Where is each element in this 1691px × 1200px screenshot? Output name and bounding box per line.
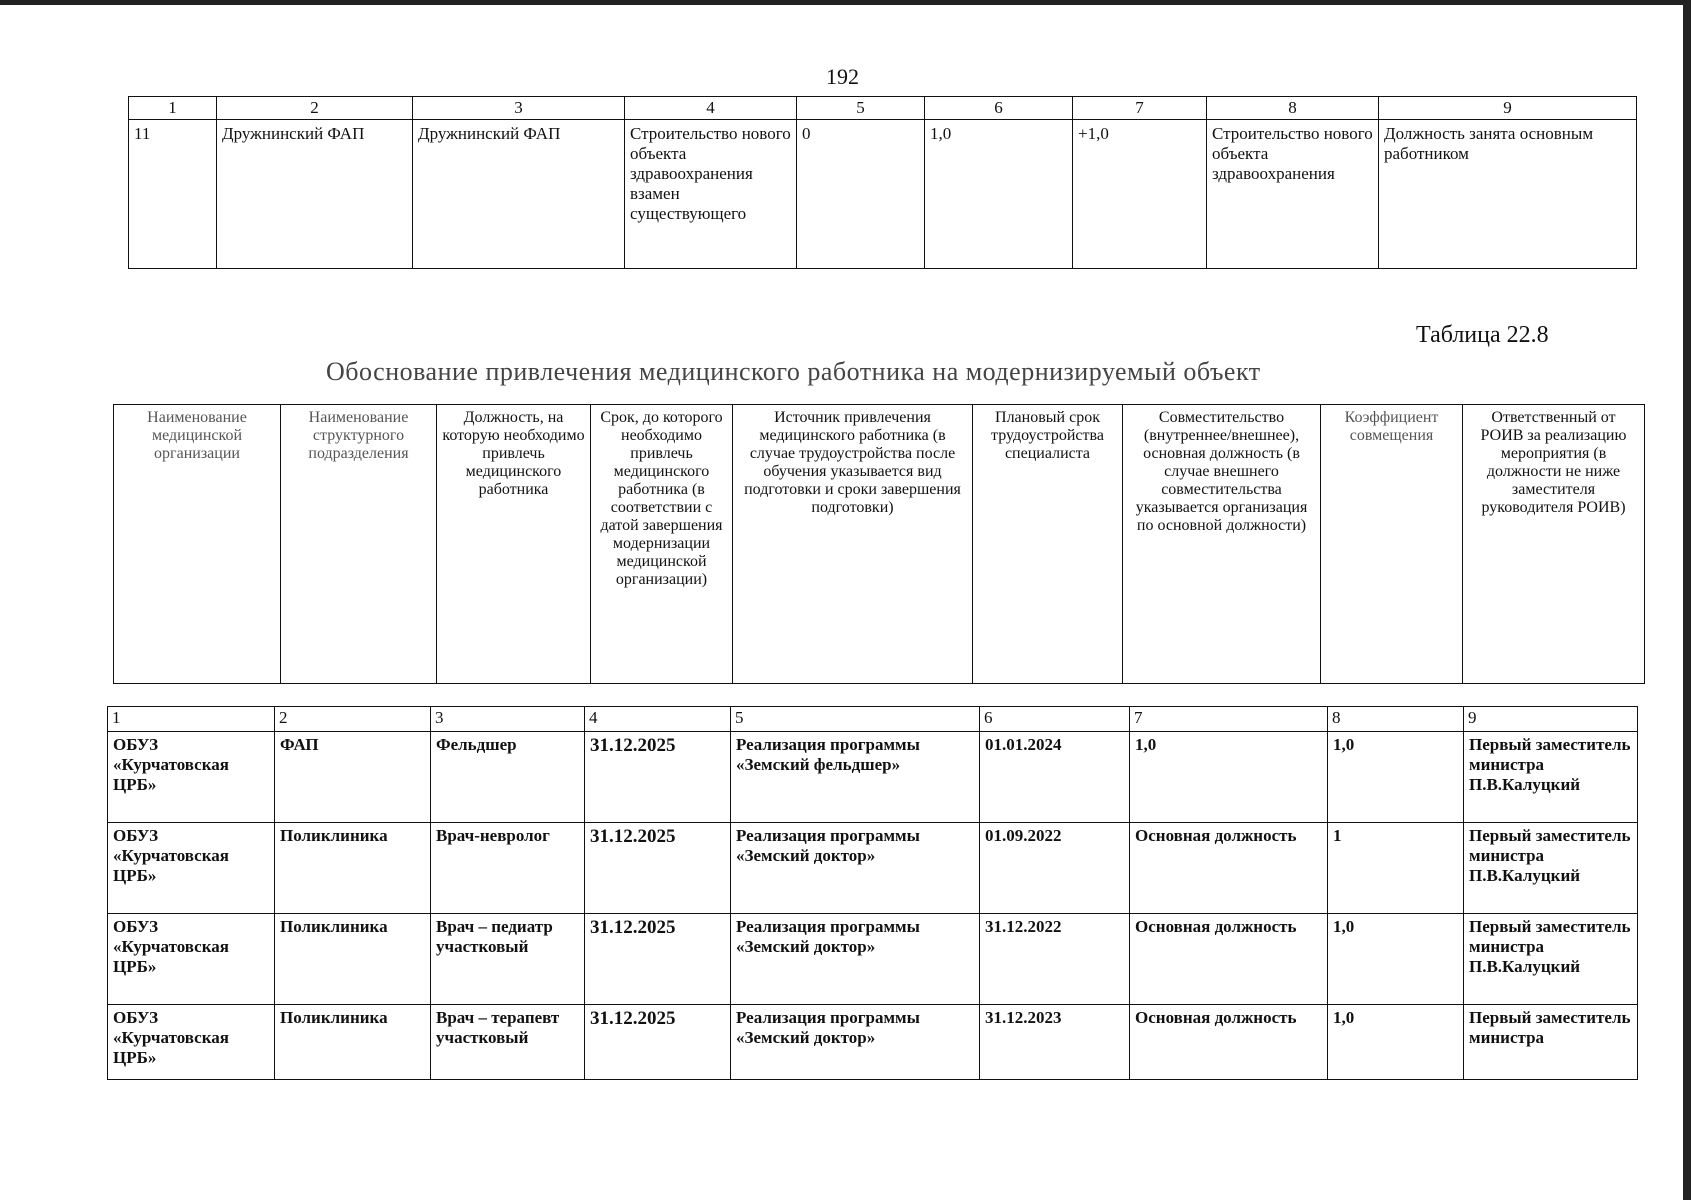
table-row: [108, 732, 1638, 823]
table-cell: 1,0: [1328, 914, 1464, 1005]
column-header: Должность, на которую необходимо привлечь медицинского работника: [437, 405, 591, 684]
column-number: 3: [413, 97, 625, 120]
table-cell: 1,0: [1328, 1005, 1464, 1080]
column-number: 8: [1207, 97, 1379, 120]
column-number: 7: [1130, 707, 1328, 732]
table-caption: Таблица 22.8: [1416, 322, 1549, 348]
table-cell: Строительство нового объекта здравоохранения взамен существующего: [625, 120, 797, 269]
table-row: [108, 1005, 1638, 1080]
table-cell: ФАП: [275, 732, 431, 823]
table-cell: 1,0: [1328, 732, 1464, 823]
table-cell: Врач-невролог: [431, 823, 585, 914]
column-header: Совместительство (внутреннее/внешнее), основная должность (в случае внешнего совместительства указывается организация по основной должности): [1123, 405, 1321, 684]
table-cell: Врач – педиатр участковый: [431, 914, 585, 1005]
table-cell: Дружнинский ФАП: [413, 120, 625, 269]
column-number: 3: [431, 707, 585, 732]
table-cell: 31.12.2025: [585, 1005, 731, 1080]
table-cell: Дружнинский ФАП: [217, 120, 413, 269]
column-header: Наименование медицинской организации: [114, 405, 281, 684]
continued-table: [128, 96, 1637, 269]
column-number: 2: [217, 97, 413, 120]
table-cell: Первый заместитель министра: [1464, 1005, 1638, 1080]
page-number: 192: [826, 64, 859, 89]
table-cell: +1,0: [1073, 120, 1207, 269]
column-number-row: [129, 97, 1637, 120]
table-cell: ОБУЗ «Курчатовская ЦРБ»: [108, 732, 275, 823]
table-cell: Реализация программы «Земский фельдшер»: [731, 732, 980, 823]
table-cell: 1,0: [1130, 732, 1328, 823]
table-cell: 01.01.2024: [980, 732, 1130, 823]
table-cell: Основная должность: [1130, 914, 1328, 1005]
column-number: 4: [585, 707, 731, 732]
table-cell: 1: [1328, 823, 1464, 914]
column-number: 5: [731, 707, 980, 732]
table-cell: ОБУЗ «Курчатовская ЦРБ»: [108, 914, 275, 1005]
column-number: 6: [925, 97, 1073, 120]
header-table: [113, 404, 1645, 684]
table-cell: 1,0: [925, 120, 1073, 269]
table-cell: 31.12.2022: [980, 914, 1130, 1005]
table-cell: 31.12.2025: [585, 823, 731, 914]
column-number: 6: [980, 707, 1130, 732]
table-cell: Строительство нового объекта здравоохранения: [1207, 120, 1379, 269]
column-number-row: [108, 707, 1638, 732]
table-cell: 31.12.2025: [585, 914, 731, 1005]
table-cell: Поликлиника: [275, 914, 431, 1005]
table-cell: 31.12.2023: [980, 1005, 1130, 1080]
column-number: 1: [129, 97, 217, 120]
column-header: Ответственный от РОИВ за реализацию мероприятия (в должности не ниже заместителя руководителя РОИВ): [1463, 405, 1645, 684]
table-row: [108, 914, 1638, 1005]
table-cell: Поликлиника: [275, 823, 431, 914]
column-number: 9: [1379, 97, 1637, 120]
scan-right-edge: [1683, 0, 1691, 1200]
column-number: 9: [1464, 707, 1638, 732]
column-header: Плановый срок трудоустройства специалиста: [973, 405, 1123, 684]
table-cell: Основная должность: [1130, 1005, 1328, 1080]
table-cell: Фельдшер: [431, 732, 585, 823]
column-number: 2: [275, 707, 431, 732]
table-cell: ОБУЗ «Курчатовская ЦРБ»: [108, 823, 275, 914]
column-header: Коэффициент совмещения: [1321, 405, 1463, 684]
table-cell: 31.12.2025: [585, 732, 731, 823]
table-cell: Реализация программы «Земский доктор»: [731, 914, 980, 1005]
table-row: [108, 823, 1638, 914]
table-cell: Первый заместитель министра П.В.Калуцкий: [1464, 823, 1638, 914]
table-cell: Врач – терапевт участковый: [431, 1005, 585, 1080]
table-cell: Основная должность: [1130, 823, 1328, 914]
table-cell: Реализация программы «Земский доктор»: [731, 1005, 980, 1080]
column-number: 8: [1328, 707, 1464, 732]
column-number: 7: [1073, 97, 1207, 120]
table-row: [129, 120, 1637, 269]
table-cell: Первый заместитель министра П.В.Калуцкий: [1464, 914, 1638, 1005]
column-header: Срок, до которого необходимо привлечь медицинского работника (в соответствии с датой завершения модернизации медицинской организации): [591, 405, 733, 684]
table-cell: Первый заместитель министра П.В.Калуцкий: [1464, 732, 1638, 823]
table-cell: ОБУЗ «Курчатовская ЦРБ»: [108, 1005, 275, 1080]
column-header: Наименование структурного подразделения: [281, 405, 437, 684]
table-cell: 0: [797, 120, 925, 269]
table-cell: 01.09.2022: [980, 823, 1130, 914]
column-number: 4: [625, 97, 797, 120]
table-cell: 11: [129, 120, 217, 269]
scan-top-edge: [0, 0, 1691, 5]
column-number: 1: [108, 707, 275, 732]
column-number: 5: [797, 97, 925, 120]
header-row: [114, 405, 1645, 684]
table-title: Обоснование привлечения медицинского работника на модернизируемый объект: [326, 357, 1261, 386]
column-header: Источник привлечения медицинского работника (в случае трудоустройства после обучения указывается вид подготовки и сроки завершения подготовки): [733, 405, 973, 684]
table-cell: Поликлиника: [275, 1005, 431, 1080]
table-cell: Должность занята основным работником: [1379, 120, 1637, 269]
table-cell: Реализация программы «Земский доктор»: [731, 823, 980, 914]
data-table: [107, 706, 1638, 1080]
